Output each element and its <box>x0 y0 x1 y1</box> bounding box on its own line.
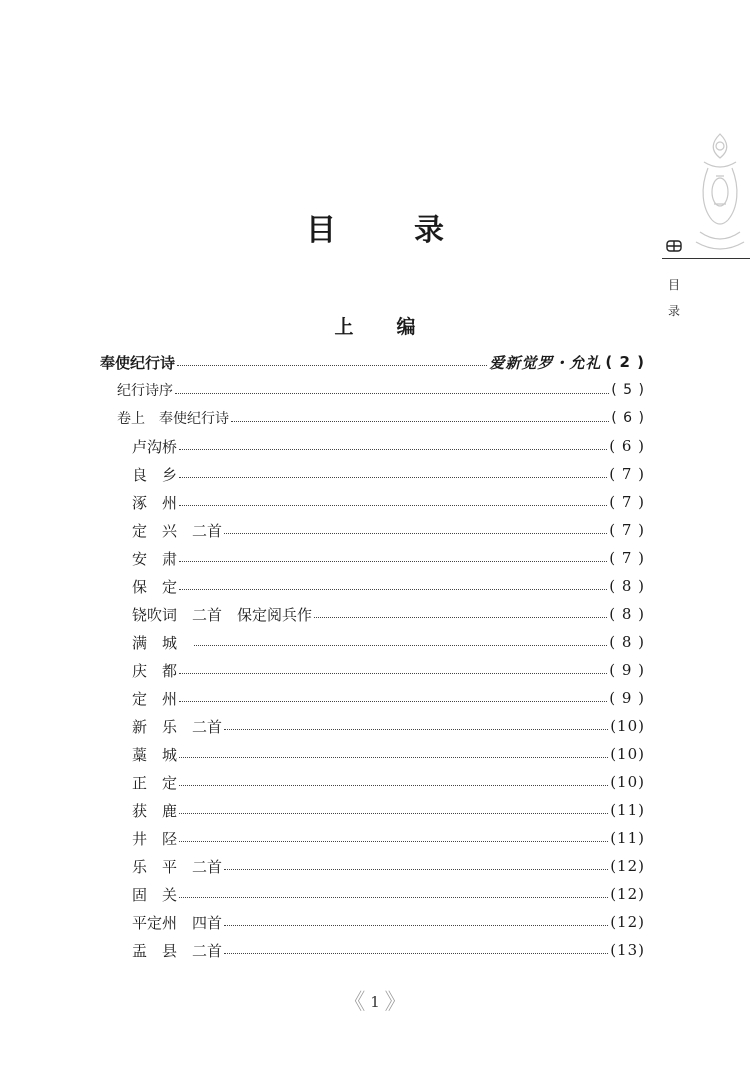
dot-leader <box>179 701 607 702</box>
toc-entry-title: 正 定 <box>132 773 178 792</box>
toc-entry[interactable] <box>132 518 645 542</box>
toc-entry-title: 奉使纪行诗 <box>100 353 176 372</box>
toc-entry-title: 平定州 四首 <box>132 913 223 932</box>
toc-entry[interactable] <box>132 602 645 626</box>
toc-entry-title: 新 乐 二首 <box>132 717 223 736</box>
side-tab-char-1: 目 <box>667 278 680 292</box>
toc-entry[interactable] <box>132 630 645 654</box>
dot-leader <box>179 897 608 898</box>
dot-leader <box>175 393 609 394</box>
dot-leader <box>231 421 609 422</box>
page-footer <box>0 985 750 1016</box>
toc-entry-page: ( 9 ) <box>609 689 645 707</box>
dot-leader <box>179 673 607 674</box>
toc-entry-page: (10) <box>610 773 645 791</box>
dot-leader <box>179 589 607 590</box>
dot-leader <box>194 645 607 646</box>
dot-leader <box>179 449 607 450</box>
toc-entry[interactable] <box>132 658 645 682</box>
toc-entry-page: ( 7 ) <box>609 549 645 567</box>
toc-entry[interactable] <box>132 714 645 738</box>
toc-entry-title: 庆 都 <box>132 661 178 680</box>
toc-entry[interactable] <box>132 490 645 514</box>
toc-entry-title: 铙吹词 二首 保定阅兵作 <box>132 605 313 624</box>
toc-entry[interactable] <box>100 350 645 374</box>
toc-entry-title: 保 定 <box>132 577 178 596</box>
toc-entry[interactable] <box>132 686 645 710</box>
toc-entry-page: ( 2 ) <box>605 353 645 371</box>
chevron-right-icon: 》 <box>384 990 407 1015</box>
page-number: 1 <box>370 993 380 1011</box>
toc-entry[interactable] <box>132 910 645 934</box>
dot-leader <box>224 533 607 534</box>
toc-entry[interactable] <box>117 378 645 402</box>
toc-entry-page: ( 8 ) <box>609 633 645 651</box>
toc-entry-title: 盂 县 二首 <box>132 941 223 960</box>
toc-entry-title: 涿 州 <box>132 493 178 512</box>
toc-entry-page: (10) <box>610 717 645 735</box>
toc-entry-page: ( 6 ) <box>611 410 645 426</box>
toc-entry[interactable] <box>132 854 645 878</box>
toc-entry[interactable] <box>132 434 645 458</box>
dot-leader <box>224 869 608 870</box>
toc-entry-title: 井 陉 <box>132 829 178 848</box>
dot-leader <box>179 561 607 562</box>
toc-entry[interactable] <box>132 938 645 962</box>
toc-entry[interactable] <box>132 826 645 850</box>
toc-entry-title: 固 关 <box>132 885 178 904</box>
dot-leader <box>177 365 487 366</box>
toc-entry-title: 定 州 <box>132 689 178 708</box>
toc-entry-page: (12) <box>610 885 645 903</box>
toc-entry-title: 满 城 <box>132 633 193 652</box>
toc-entry[interactable] <box>132 882 645 906</box>
dot-leader <box>179 757 608 758</box>
toc-entry-title: 安 肃 <box>132 549 178 568</box>
toc-entry[interactable] <box>132 770 645 794</box>
side-divider <box>662 258 750 259</box>
toc-entry[interactable] <box>132 574 645 598</box>
toc-entry[interactable] <box>132 462 645 486</box>
side-tab-char-2: 录 <box>667 304 680 318</box>
toc-entry-page: (11) <box>610 829 645 847</box>
toc-entry-page: ( 9 ) <box>609 661 645 679</box>
toc-entry-page: ( 8 ) <box>609 605 645 623</box>
toc-entry-page: ( 8 ) <box>609 577 645 595</box>
toc-entry-title: 卢沟桥 <box>132 437 178 456</box>
dot-leader <box>179 813 608 814</box>
section-heading: 上 编 <box>334 316 428 338</box>
dot-leader <box>179 785 608 786</box>
toc-entry-page: ( 7 ) <box>609 521 645 539</box>
toc-entry-title: 藁 城 <box>132 745 178 764</box>
toc-entry-author: 爱新觉罗・允礼 <box>489 353 602 372</box>
toc-entry-page: (10) <box>610 745 645 763</box>
toc-entry[interactable] <box>132 742 645 766</box>
dot-leader <box>179 841 608 842</box>
dot-leader <box>179 477 607 478</box>
toc-entry-page: (12) <box>610 857 645 875</box>
toc-entry-title: 获 鹿 <box>132 801 178 820</box>
toc-entry-title: 定 兴 二首 <box>132 521 223 540</box>
page-title: 目 录 <box>306 213 468 248</box>
toc-entry-page: ( 7 ) <box>609 493 645 511</box>
toc-entry-page: (12) <box>610 913 645 931</box>
dot-leader <box>224 953 608 954</box>
toc-entry[interactable] <box>132 546 645 570</box>
chevron-left-icon: 《 <box>343 990 366 1015</box>
dot-leader <box>224 729 608 730</box>
toc-entry-page: ( 7 ) <box>609 465 645 483</box>
toc-entry-title: 纪行诗序 <box>117 383 173 399</box>
toc-entry[interactable] <box>132 798 645 822</box>
toc-entry-title: 卷上 奉使纪行诗 <box>117 411 229 427</box>
toc-entry-title: 乐 平 二首 <box>132 857 223 876</box>
toc-entry-page: (13) <box>610 941 645 959</box>
toc-entry-page: ( 6 ) <box>609 437 645 455</box>
dot-leader <box>314 617 607 618</box>
toc-entry-page: (11) <box>610 801 645 819</box>
toc-entry-page: ( 5 ) <box>611 382 645 398</box>
dot-leader <box>224 925 608 926</box>
toc-entry-title: 良 乡 <box>132 465 178 484</box>
toc-entry[interactable] <box>117 406 645 430</box>
dot-leader <box>179 505 607 506</box>
